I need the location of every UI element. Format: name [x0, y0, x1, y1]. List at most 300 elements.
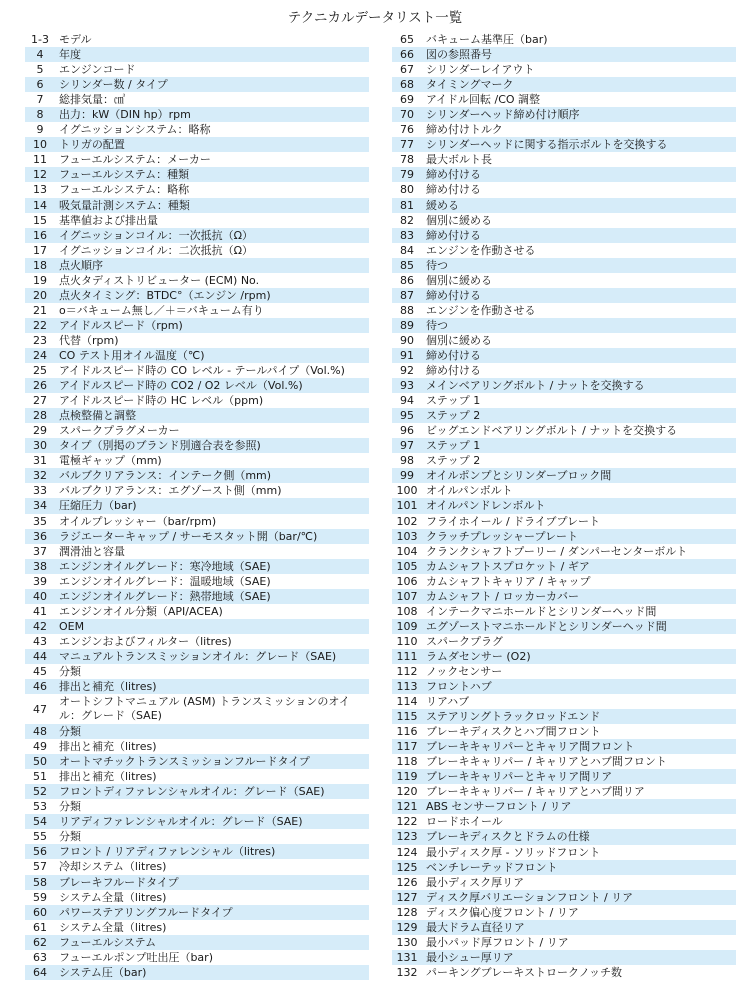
item-label: 排出と補充（litres) — [59, 770, 157, 784]
list-item — [25, 814, 369, 829]
list-item — [25, 318, 369, 333]
item-label: ラムダセンサー (O2) — [426, 649, 531, 663]
list-item — [25, 619, 369, 634]
list-item — [25, 529, 369, 544]
list-item — [392, 438, 736, 453]
item-label: オイルパンドレンボルト — [426, 499, 546, 513]
item-number: 70 — [400, 108, 414, 122]
list-item — [25, 498, 369, 513]
list-item — [25, 514, 369, 529]
list-item — [392, 814, 736, 829]
item-label: 締め付ける — [426, 348, 481, 362]
list-item — [392, 182, 736, 197]
list-item — [392, 935, 736, 950]
item-label: ステップ 2 — [426, 454, 481, 468]
item-number: 17 — [33, 243, 47, 257]
list-item — [25, 769, 369, 784]
item-number: 81 — [400, 198, 414, 212]
item-label: メインベアリングボルト / ナットを交換する — [426, 379, 645, 393]
item-number: 85 — [400, 258, 414, 272]
item-number: 61 — [33, 920, 47, 934]
list-item — [392, 213, 736, 228]
item-label: 排出と補充（litres) — [59, 680, 157, 694]
item-label: 個別に緩める — [426, 273, 492, 287]
item-number: 132 — [396, 965, 418, 979]
list-item — [25, 829, 369, 844]
item-number: 16 — [33, 228, 47, 242]
list-item — [392, 845, 736, 860]
item-number: 110 — [396, 634, 418, 648]
list-item — [392, 604, 736, 619]
list-item — [392, 890, 736, 905]
item-number: 52 — [33, 785, 47, 799]
item-label: インテークマニホールドとシリンダーヘッド間 — [426, 604, 657, 618]
list-item — [392, 378, 736, 393]
item-label: エンジンを作動させる — [426, 303, 536, 317]
list-item — [25, 393, 369, 408]
item-label: 最大ドラム直径リア — [426, 920, 525, 934]
item-label: アイドルスピード時の HC レベル（ppm) — [59, 394, 264, 408]
item-number: 25 — [33, 364, 47, 378]
list-item — [25, 438, 369, 453]
item-label: バルブクリアランス：インテーク側（mm) — [59, 469, 272, 483]
item-number: 115 — [396, 710, 418, 724]
item-label: バキューム基準圧（bar) — [426, 33, 548, 46]
item-number: 98 — [400, 454, 414, 468]
item-number: 4 — [36, 48, 44, 62]
item-number: 79 — [400, 168, 414, 182]
item-number: 7 — [36, 93, 44, 107]
item-number: 65 — [400, 33, 414, 46]
item-label: 待つ — [426, 258, 448, 272]
item-label: リアディファレンシャルオイル：グレード（SAE) — [59, 815, 303, 829]
item-number: 27 — [33, 394, 47, 408]
list-item — [25, 47, 369, 62]
item-number: 106 — [396, 574, 418, 588]
item-number: 59 — [33, 890, 47, 904]
item-number: 36 — [33, 529, 47, 543]
item-label: アイドルスピード時の CO2 / O2 レベル（Vol.%) — [59, 379, 303, 393]
item-label: アイドルスピード（rpm) — [59, 318, 183, 332]
item-label: オートシフトマニュアル (ASM) トランスミッションのオイル：グレード（SAE) — [59, 695, 350, 723]
item-number: 92 — [400, 364, 414, 378]
list-item — [392, 724, 736, 739]
item-label: スパークプラグメーカー — [59, 424, 180, 438]
item-number: 84 — [400, 243, 414, 257]
item-label: トリガの配置 — [59, 138, 125, 152]
item-number: 87 — [400, 288, 414, 302]
item-label: CO テスト用オイル温度（℃) — [59, 348, 205, 362]
list-item — [25, 544, 369, 559]
left-column-list — [25, 32, 369, 980]
list-item — [392, 619, 736, 634]
item-number: 56 — [33, 845, 47, 859]
item-label: タイプ（別掲のブランド別適合表を参照) — [59, 439, 261, 453]
item-label: 点火タディストリビューター (ECM) No. — [59, 273, 260, 287]
item-label: アイドルスピード時の CO レベル - テールパイプ（Vol.%) — [59, 364, 345, 378]
item-label: 潤滑油と容量 — [59, 544, 125, 558]
list-item — [25, 378, 369, 393]
item-label: ステアリングトラックロッドエンド — [426, 710, 601, 724]
item-label: ベンチレーテッドフロント — [426, 860, 558, 874]
list-item — [392, 288, 736, 303]
item-number: 48 — [33, 725, 47, 739]
item-number: 109 — [396, 619, 418, 633]
item-number: 130 — [396, 935, 418, 949]
item-label: 基準値および排出量 — [59, 213, 158, 227]
item-label: クラッチプレッシャープレート — [426, 529, 579, 543]
item-number: 40 — [33, 589, 47, 603]
item-label: シリンダーヘッドに関する指示ボルトを交換する — [426, 138, 668, 152]
item-label: 最小ディスク厚リア — [426, 875, 525, 889]
list-item — [25, 122, 369, 137]
list-item — [25, 754, 369, 769]
item-label: フロント / リアディファレンシャル（litres) — [59, 845, 276, 859]
item-number: 45 — [33, 664, 47, 678]
list-item — [25, 137, 369, 152]
item-number: 111 — [396, 649, 418, 663]
list-item — [392, 408, 736, 423]
item-label: 分類 — [59, 664, 81, 678]
list-item — [392, 468, 736, 483]
item-label: 電極ギャップ（mm) — [59, 454, 162, 468]
list-item — [392, 47, 736, 62]
item-number: 35 — [33, 514, 47, 528]
item-label: システム全量（litres) — [59, 890, 167, 904]
item-number: 55 — [33, 830, 47, 844]
item-label: ブレーキキャリパーとキャリア間リア — [426, 770, 613, 784]
item-number: 67 — [400, 63, 414, 77]
item-number: 43 — [33, 634, 47, 648]
item-number: 29 — [33, 424, 47, 438]
item-label: カムシャフトスプロケット / ギア — [426, 559, 590, 573]
item-number: 99 — [400, 469, 414, 483]
list-item — [25, 799, 369, 814]
item-label: 冷却システム（litres) — [59, 860, 167, 874]
list-item — [25, 273, 369, 288]
item-number: 19 — [33, 273, 47, 287]
list-item — [25, 634, 369, 649]
list-item — [392, 107, 736, 122]
item-number: 93 — [400, 379, 414, 393]
item-number: 37 — [33, 544, 47, 558]
item-label: OEM — [59, 619, 85, 633]
list-item — [25, 784, 369, 799]
list-item — [25, 167, 369, 182]
item-number: 80 — [400, 183, 414, 197]
item-label: システム全量（litres) — [59, 920, 167, 934]
list-item — [25, 303, 369, 318]
list-item — [25, 243, 369, 258]
list-item — [25, 423, 369, 438]
item-label: エンジンオイル分類（API/ACEA) — [59, 604, 223, 618]
list-item — [392, 228, 736, 243]
list-item — [25, 679, 369, 694]
item-number: 64 — [33, 965, 47, 979]
item-number: 11 — [33, 153, 47, 167]
item-number: 91 — [400, 348, 414, 362]
item-number: 28 — [33, 409, 47, 423]
item-number: 102 — [396, 514, 418, 528]
item-label: ラジエーターキャップ / サーモスタット開（bar/℃) — [59, 529, 318, 543]
item-number: 112 — [396, 664, 418, 678]
item-number: 38 — [33, 559, 47, 573]
list-item — [25, 213, 369, 228]
item-number: 26 — [33, 379, 47, 393]
item-number: 54 — [33, 815, 47, 829]
list-item — [392, 333, 736, 348]
item-number: 9 — [36, 123, 44, 137]
list-item — [25, 408, 369, 423]
list-item — [392, 92, 736, 107]
item-number: 44 — [33, 649, 47, 663]
item-number: 100 — [396, 484, 418, 498]
item-label: ロードホイール — [426, 815, 503, 829]
item-number: 118 — [396, 755, 418, 769]
item-number: 103 — [396, 529, 418, 543]
list-item — [25, 589, 369, 604]
item-label: エンジンオイルグレード：熱帯地域（SAE) — [59, 589, 271, 603]
right-column-list — [392, 32, 736, 980]
list-item — [392, 363, 736, 378]
item-number: 68 — [400, 78, 414, 92]
item-number: 34 — [33, 499, 47, 513]
item-label: イグニッションコイル：二次抵抗（Ω） — [59, 243, 253, 257]
list-item — [392, 664, 736, 679]
list-item — [25, 844, 369, 859]
item-number: 42 — [33, 619, 47, 633]
item-number: 119 — [396, 770, 418, 784]
list-item — [392, 514, 736, 529]
list-item — [25, 574, 369, 589]
item-label: エンジンオイルグレード：寒冷地域（SAE) — [59, 559, 271, 573]
item-label: o＝バキューム無し／＋＝バキューム有り — [59, 303, 264, 317]
item-label: オイルポンプとシリンダーブロック間 — [426, 469, 612, 483]
item-label: 締め付ける — [426, 183, 481, 197]
list-item — [392, 62, 736, 77]
list-item — [25, 739, 369, 754]
list-item — [392, 950, 736, 965]
item-label: オイルパンボルト — [426, 484, 513, 498]
item-label: エグゾーストマニホールドとシリンダーヘッド間 — [426, 619, 667, 633]
item-number: 123 — [396, 830, 418, 844]
item-number: 58 — [33, 875, 47, 889]
item-number: 120 — [396, 785, 418, 799]
list-item — [392, 303, 736, 318]
item-label: シリンダー数 / タイプ — [59, 78, 168, 92]
item-label: 排出と補充（litres) — [59, 740, 157, 754]
item-label: フューエルシステム：略称 — [59, 183, 190, 197]
item-label: エンジンを作動させる — [426, 243, 536, 257]
item-label: 締め付ける — [426, 288, 481, 302]
list-item — [392, 784, 736, 799]
item-label: 点火タイミング：BTDC°（エンジン /rpm) — [59, 288, 271, 302]
item-label: パーキングブレーキストロークノッチ数 — [426, 965, 623, 979]
item-number: 105 — [396, 559, 418, 573]
item-label: フューエルシステム — [59, 935, 157, 949]
item-label: 吸気量計測システム：種類 — [59, 198, 190, 212]
item-number: 66 — [400, 48, 414, 62]
page-title: テクニカルデータリスト一覧 — [287, 10, 463, 26]
list-item — [25, 258, 369, 273]
item-number: 30 — [33, 439, 47, 453]
list-item — [392, 559, 736, 574]
item-label: バルブクリアランス：エグゾースト側（mm) — [59, 484, 282, 498]
list-item — [392, 529, 736, 544]
list-item — [392, 318, 736, 333]
list-item — [25, 363, 369, 378]
list-item — [392, 423, 736, 438]
list-item — [25, 152, 369, 167]
list-item — [392, 32, 736, 47]
item-number: 104 — [396, 544, 418, 558]
item-number: 69 — [400, 93, 414, 107]
item-number: 15 — [33, 213, 47, 227]
item-label: エンジンコード — [59, 63, 136, 77]
item-label: 分類 — [59, 725, 81, 739]
item-number: 90 — [400, 333, 414, 347]
item-label: フューエルポンプ吐出圧（bar) — [59, 950, 213, 964]
item-number: 46 — [33, 680, 47, 694]
list-item — [392, 649, 736, 664]
list-item — [392, 860, 736, 875]
list-item — [392, 829, 736, 844]
item-label: フューエルシステム：種類 — [59, 168, 190, 182]
item-label: イグニッションシステム：略称 — [59, 123, 211, 137]
item-number: 129 — [396, 920, 418, 934]
item-number: 50 — [33, 755, 47, 769]
list-item — [25, 32, 369, 47]
list-item — [25, 604, 369, 619]
list-item — [25, 920, 369, 935]
list-item — [25, 198, 369, 213]
item-label: カムシャフトキャリア / キャップ — [426, 574, 591, 588]
item-label: リアハブ — [426, 695, 470, 709]
item-label: エンジンオイルグレード：温暖地域（SAE) — [59, 574, 271, 588]
item-number: 22 — [33, 318, 47, 332]
item-label: 締め付ける — [426, 364, 481, 378]
item-number: 13 — [33, 183, 47, 197]
item-label: 図の参照番号 — [426, 48, 492, 62]
list-item — [25, 559, 369, 574]
list-item — [392, 589, 736, 604]
list-item — [392, 273, 736, 288]
item-label: システム圧（bar) — [59, 965, 147, 979]
item-label: ブレーキキャリパー / キャリアとハブ間フロント — [426, 755, 667, 769]
item-label: シリンダーレイアウト — [426, 63, 535, 77]
item-label: 緩める — [426, 198, 459, 212]
item-label: 年度 — [59, 48, 81, 62]
item-label: 締め付けトルク — [426, 123, 503, 137]
item-label: ディスク偏心度フロント / リア — [426, 905, 579, 919]
list-item — [392, 152, 736, 167]
item-label: イグニッションコイル：一次抵抗（Ω） — [59, 228, 253, 242]
item-label: 最小パッド厚フロント / リア — [426, 935, 569, 949]
item-number: 14 — [33, 198, 47, 212]
item-number: 126 — [396, 875, 418, 889]
item-number: 101 — [396, 499, 418, 513]
item-number: 131 — [396, 950, 418, 964]
item-number: 89 — [400, 318, 414, 332]
item-label: ノックセンサー — [426, 664, 503, 678]
item-label: ブレーキキャリパー / キャリアとハブ間リア — [426, 785, 645, 799]
item-number: 83 — [400, 228, 414, 242]
list-item — [25, 288, 369, 303]
item-number: 122 — [396, 815, 418, 829]
item-label: 圧縮圧力（bar) — [59, 499, 137, 513]
item-label: 出力：kW（DIN hp）rpm — [59, 108, 191, 122]
list-item — [392, 483, 736, 498]
item-label: マニュアルトランスミッションオイル：グレード（SAE) — [59, 649, 337, 663]
item-label: ブレーキキャリパーとキャリア間フロント — [426, 740, 635, 754]
item-number: 5 — [36, 63, 44, 77]
item-number: 33 — [33, 484, 47, 498]
item-label: クランクシャフトプーリー / ダンパーセンターボルト — [426, 544, 688, 558]
item-number: 23 — [33, 333, 47, 347]
list-item — [25, 965, 369, 980]
item-label: タイミングマーク — [426, 78, 514, 92]
item-label: 分類 — [59, 800, 81, 814]
item-label: 個別に緩める — [426, 333, 492, 347]
item-number: 108 — [396, 604, 418, 618]
list-item — [392, 634, 736, 649]
item-label: 代替（rpm) — [59, 333, 119, 347]
list-item — [25, 649, 369, 664]
list-item — [392, 769, 736, 784]
item-number: 88 — [400, 303, 414, 317]
list-item — [392, 393, 736, 408]
item-number: 31 — [33, 454, 47, 468]
item-number: 128 — [396, 905, 418, 919]
item-number: 121 — [396, 800, 418, 814]
item-label: オートマチックトランスミッションフルードタイプ — [59, 755, 310, 769]
list-item — [25, 468, 369, 483]
item-number: 107 — [396, 589, 418, 603]
item-label: ブレーキディスクとドラムの仕様 — [426, 830, 590, 844]
list-item — [392, 198, 736, 213]
list-item — [25, 950, 369, 965]
list-item — [392, 905, 736, 920]
item-label: モデル — [59, 33, 92, 46]
item-label: ブレーキディスクとハブ間フロント — [426, 725, 601, 739]
list-item — [392, 167, 736, 182]
item-number: 116 — [396, 725, 418, 739]
item-number: 10 — [33, 138, 47, 152]
item-label: 総排気量：㎤ — [59, 93, 125, 107]
item-label: ビッグエンドベアリングボルト / ナットを交換する — [426, 424, 678, 438]
item-number: 97 — [400, 439, 414, 453]
list-item — [392, 694, 736, 709]
list-item — [25, 483, 369, 498]
item-number: 117 — [396, 740, 418, 754]
list-item — [392, 258, 736, 273]
list-item — [392, 243, 736, 258]
list-item — [392, 574, 736, 589]
item-label: 締め付ける — [426, 168, 481, 182]
list-item — [392, 77, 736, 92]
list-item — [392, 498, 736, 513]
list-item — [25, 859, 369, 874]
list-item — [25, 333, 369, 348]
list-item — [392, 544, 736, 559]
item-label: ブレーキフルードタイプ — [59, 875, 179, 889]
list-item — [25, 905, 369, 920]
item-number: 76 — [400, 123, 414, 137]
list-item — [25, 77, 369, 92]
item-label: 点火順序 — [59, 258, 103, 272]
item-label: フロントハブ — [426, 680, 492, 694]
list-item — [25, 694, 369, 724]
